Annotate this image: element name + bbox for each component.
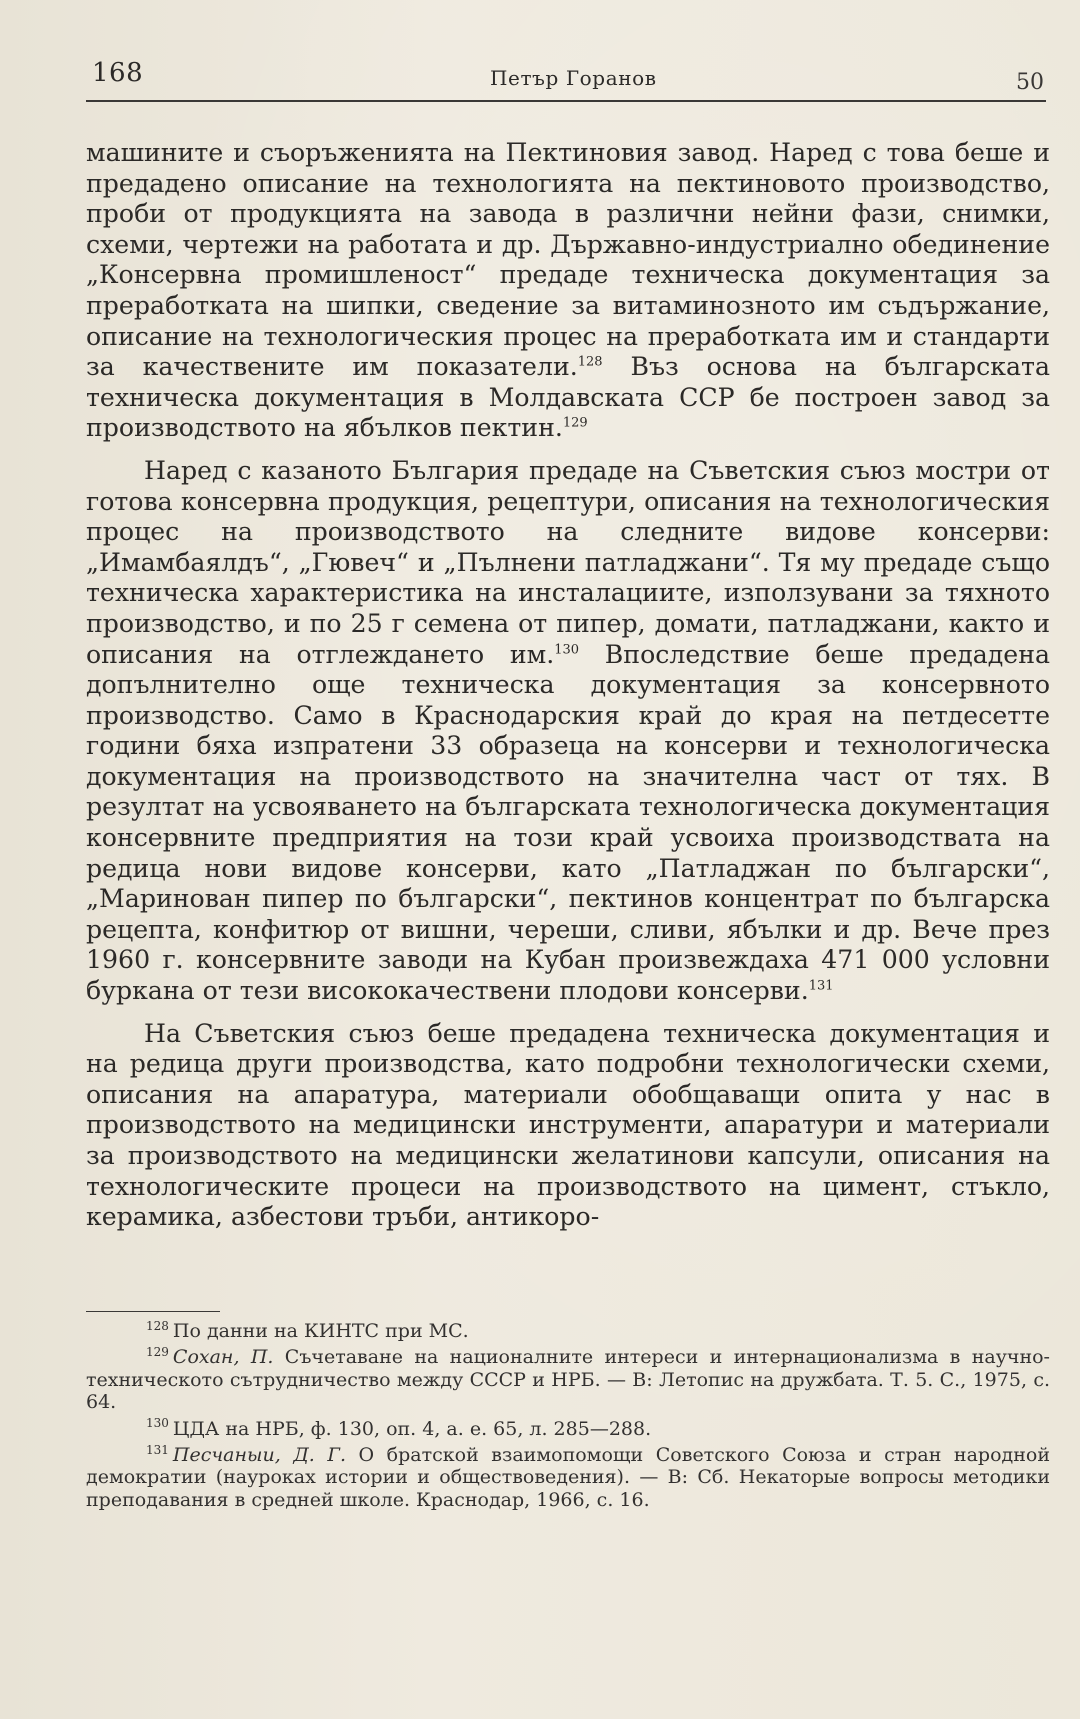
footnote-separator [86,1311,220,1312]
footnote-author: Песчаныи, Д. Г. [172,1444,346,1467]
paragraph-text: Впоследствие беше предадена допълнително още техническа документация за консервното производство. Само в Краснодарския край до края на петдесетте години бяха изпратени 33 образеца на консерви и технологическа документация на производството на значителна част от тях. В резултат на усвояването на българската технологическа документация консервните предприятия на този край усвоиха производствата на редица нови видове консерви, като „Патладжан по български“, „Маринован пипер по български“, пектинов концентрат по българска рецепта, конфитюр от вишни, череши, сливи, ябълки и др. Вече през 1960 г. консервните заводи на Кубан произвеждаха 471 000 условни буркана от тези висококачествени плодови консерви. [86,639,1050,1006]
paragraph-text: На Съветския съюз беше предадена техническа документация и на редица други производства, като подробни технологически схеми, описания на апаратура, материали обобщаващи опита у нас в производството на медицински инструменти, апаратури и материали за производството на медицински желатинови капсули, описания на технологическите процеси на производството на цимент, стъкло, керамика, азбестови тръби, антикоро- [86,1018,1050,1232]
corner-number: 50 [1016,70,1044,95]
footnote-number: 129 [146,1345,169,1360]
footnote [86,1320,1050,1342]
footnote [86,1346,1050,1413]
footnote [86,1444,1050,1511]
header-rule [86,100,1046,102]
footnote-reference: 130 [554,642,580,658]
paragraph-text: Наред с казаното България предаде на Съветския съюз мостри от готова консервна продукция, рецептури, описания на технологическия процес на производството на следните видове консерви: „Имамбаялдъ“, „Гювеч“ и „Пълнени патладжани“. Тя му предаде също техническа характеристика на инсталациите, използувани за тяхното производство, и по 25 г семена от пипер, домати, патладжани, както и описания на отглеждането им. [86,455,1050,669]
paragraph [86,1019,1050,1233]
footnote [86,1418,1050,1440]
footnotes [86,1320,1050,1515]
footnote-text: О братской взаимопомощи Советского Союза и стран народной демократии (науроках истории и обществоведения). — В: Сб. Некаторые вопросы методики преподавания в средней школе. Краснодар, 1966, с. 16. [86,1444,1050,1511]
paragraph-text: Въз основа на българската техническа документация в Молдавската ССР бе построен завод за производството на ябълков пектин. [86,352,1050,443]
footnote-text: ЦДА на НРБ, ф. 130, оп. 4, а. е. 65, л. 285—288. [172,1417,652,1440]
page-header [86,52,1050,102]
footnote-text: По данни на КИНТС при МС. [172,1320,469,1342]
footnote-reference: 128 [577,354,603,370]
footnote-text: Съчетаване на националните интереси и интернационализма в научно-техническото сътрудничество между СССР и НРБ. — В: Летопис на дружбата. Т. 5. С., 1975, с. 64. [86,1346,1050,1414]
footnote-reference: 129 [562,415,588,431]
footnote-number: 131 [146,1442,169,1457]
page-number: 168 [92,58,144,88]
paragraph [86,138,1050,444]
paragraph-text: машините и съоръженията на Пектиновия завод. Наред с това беше и предадено описание на технологията на пектиновото производство, проби от продукцията на завода в различни нейни фази, снимки, схеми, чертежи на работата и др. Държавно-индустриално обединение „Консервна промишленост“ предаде техническа документация за преработката на шипки, сведение за витаминозното им съдържание, описание на технологическия процес на преработката им и стандарти за качествените им показатели. [86,138,1050,382]
running-head: Петър Горанов [490,66,657,90]
body-text [86,138,1050,1245]
footnote-number: 128 [146,1318,169,1333]
paragraph [86,456,1050,1007]
footnote-number: 130 [146,1416,169,1431]
footnote-reference: 131 [808,978,834,994]
footnote-author: Сохан, П. [172,1346,274,1369]
